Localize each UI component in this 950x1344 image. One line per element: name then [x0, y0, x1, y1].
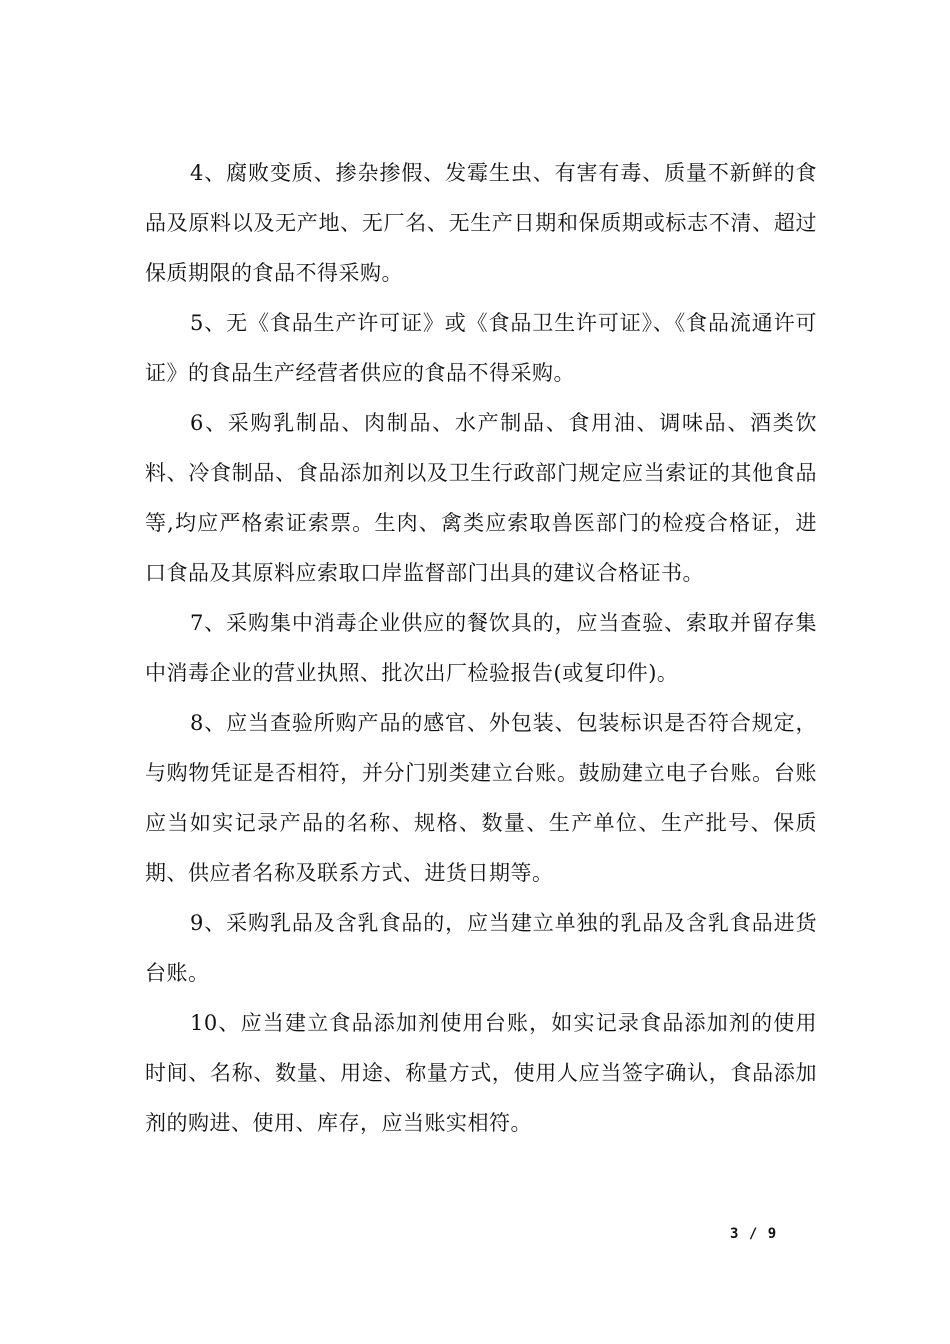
document-body: [145, 148, 817, 1148]
paragraph-item-4: 4、腐败变质、掺杂掺假、发霉生虫、有害有毒、质量不新鲜的食品及原料以及无产地、无厂名、无生产日期和保质期或标志不清、超过保质期限的食品不得采购。: [145, 161, 817, 285]
paragraph-item-6: 6、采购乳制品、肉制品、水产制品、食用油、调味品、酒类饮料、冷食制品、食品添加剂以及卫生行政部门规定应当索证的其他食品等,均应严格索证索票。生肉、禽类应索取兽医部门的检疫合格证，进口食品及其原料应索取口岸监督部门出具的建议合格证书。: [145, 411, 817, 585]
paragraph-item-5: 5、无《食品生产许可证》或《食品卫生许可证》、《食品流通许可证》的食品生产经营者供应的食品不得采购。: [145, 311, 817, 385]
page-number: 3 / 9: [730, 1226, 778, 1242]
paragraph-item-10: 10、应当建立食品添加剂使用台账，如实记录食品添加剂的使用时间、名称、数量、用途、称量方式，使用人应当签字确认，食品添加剂的购进、使用、库存，应当账实相符。: [145, 1011, 817, 1135]
paragraph-item-7: 7、采购集中消毒企业供应的餐饮具的，应当查验、索取并留存集中消毒企业的营业执照、批次出厂检验报告(或复印件)。: [145, 611, 817, 685]
paragraph-item-9: 9、采购乳品及含乳食品的，应当建立单独的乳品及含乳食品进货台账。: [145, 911, 817, 985]
paragraph-item-8: 8、应当查验所购产品的感官、外包装、包装标识是否符合规定，与购物凭证是否相符，并分门别类建立台账。鼓励建立电子台账。台账应当如实记录产品的名称、规格、数量、生产单位、生产批号、保质期、供应者名称及联系方式、进货日期等。: [145, 711, 817, 885]
